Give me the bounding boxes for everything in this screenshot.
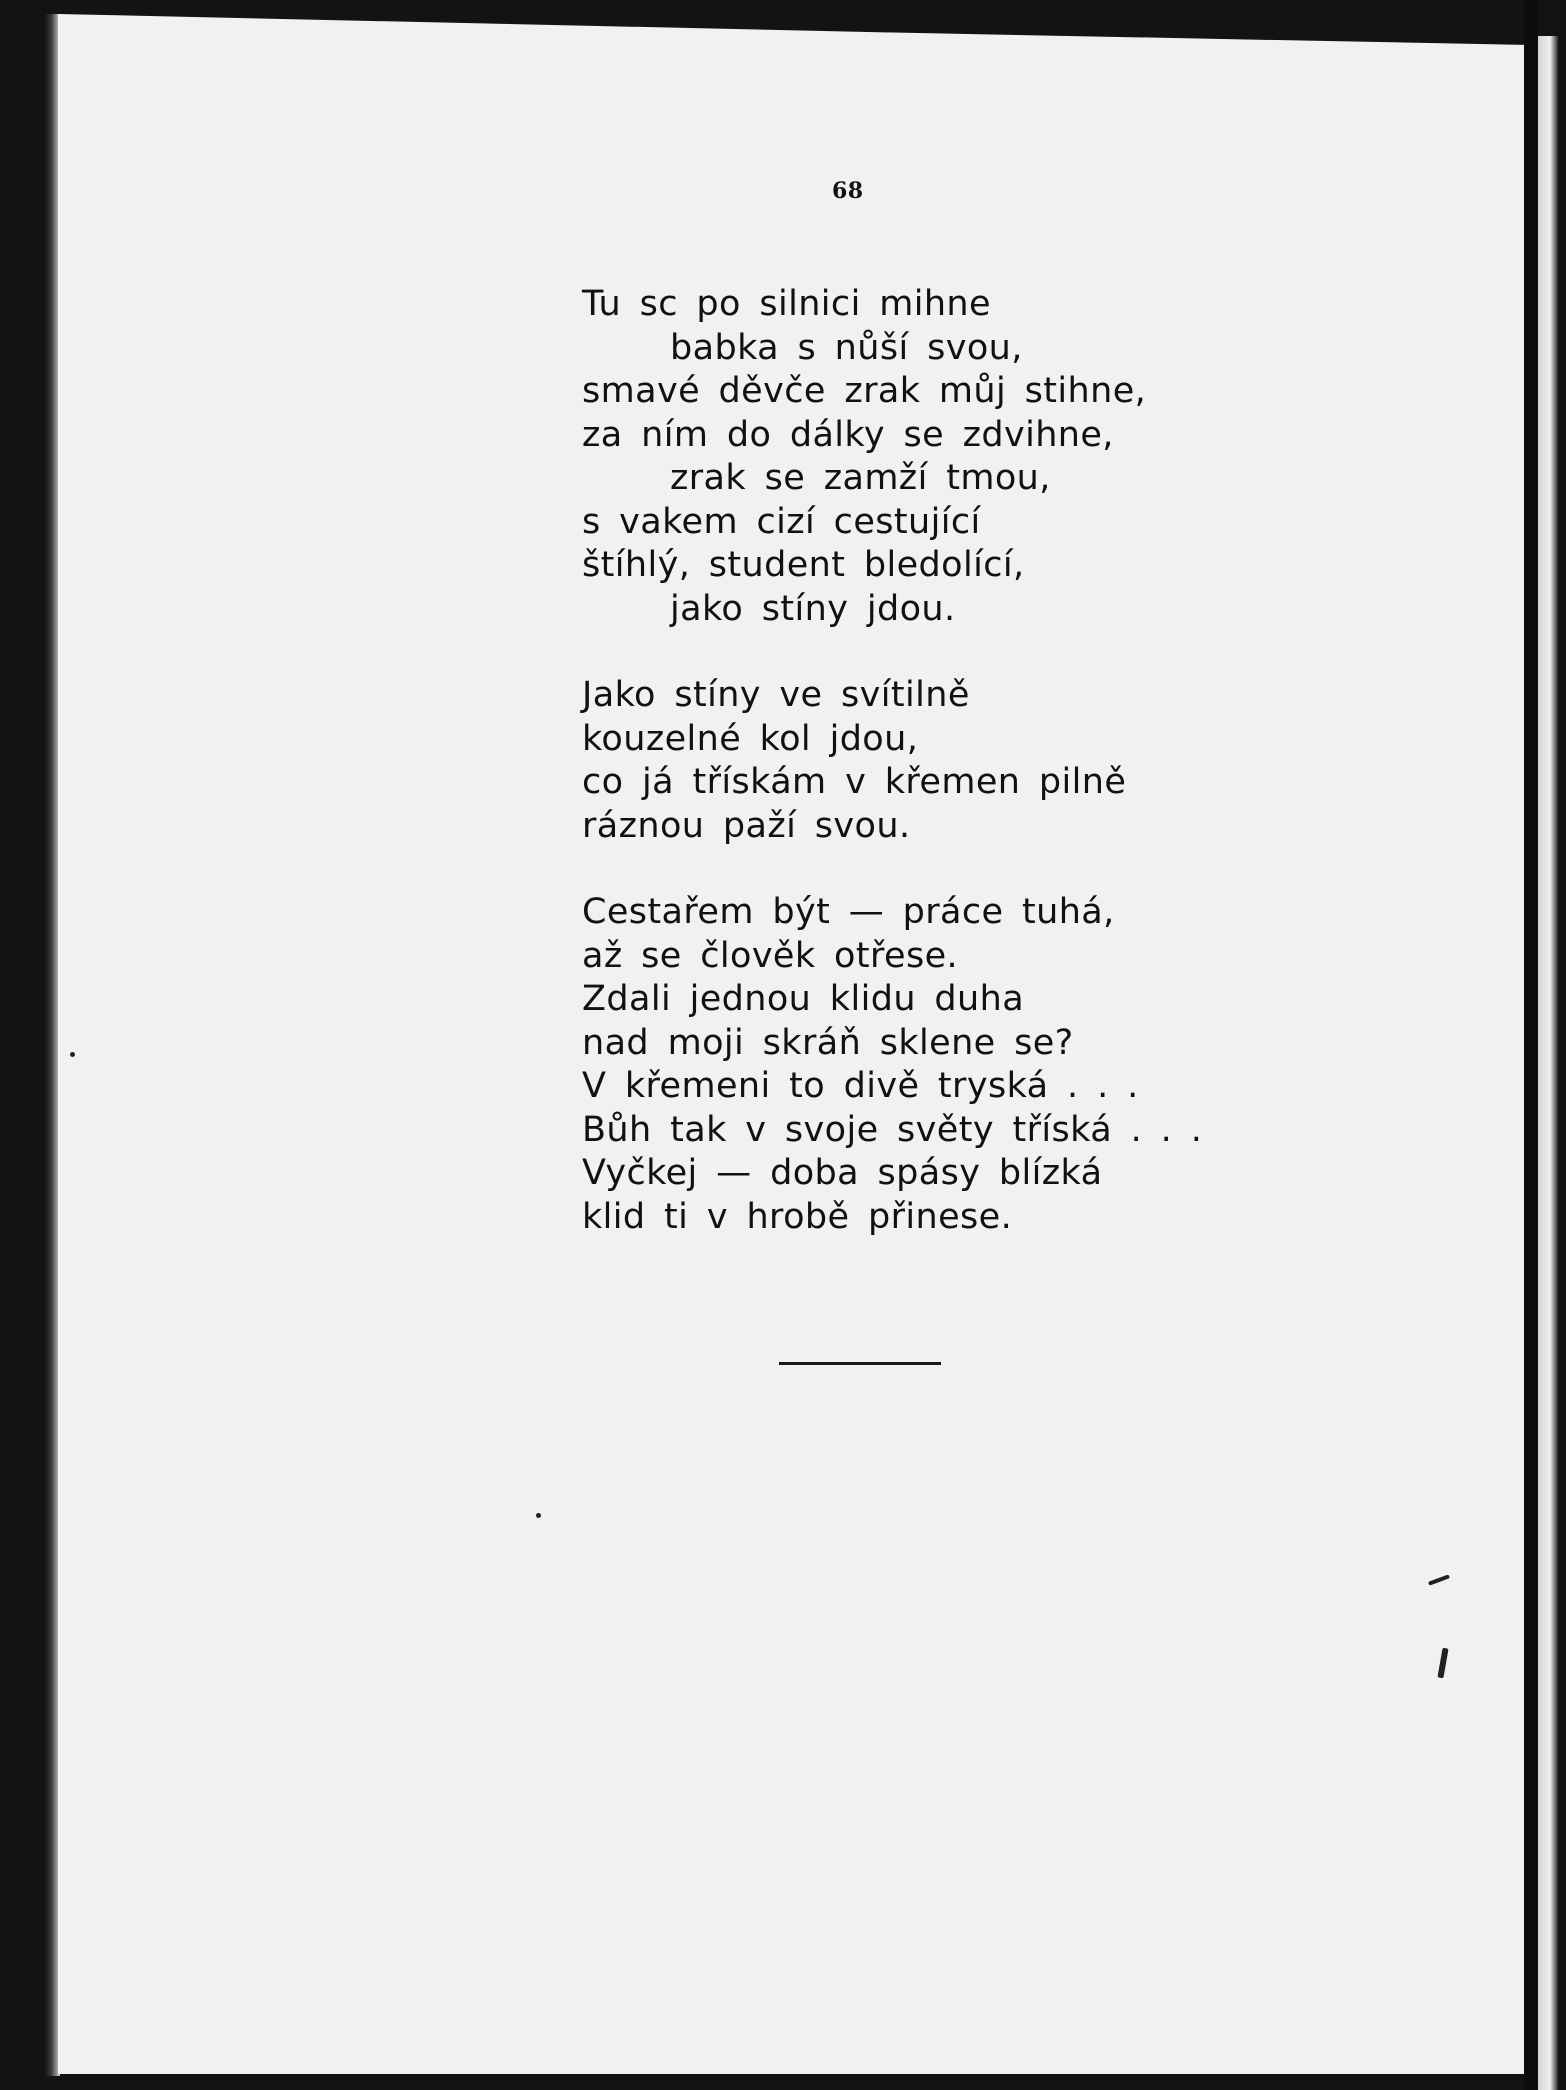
poem-line: Bůh tak v svoje světy tříská . . . xyxy=(582,1109,1203,1150)
poem-line: ráznou paží svou. xyxy=(582,805,911,846)
poem-line: zrak se zamží tmou, xyxy=(670,458,1051,498)
poem-line: jako stíny jdou. xyxy=(670,588,956,629)
poem-line: co já třískám v křemen pilně xyxy=(582,762,1127,802)
poem-line: kouzelné kol jdou, xyxy=(582,718,919,759)
poem-line: štíhlý, student bledolící, xyxy=(582,545,1025,585)
binding-shadow xyxy=(44,14,60,2076)
next-page-edge xyxy=(1538,36,1558,2090)
scan-border xyxy=(1524,0,1538,2090)
page-number: 68 xyxy=(832,178,864,204)
poem-line: s vakem cizí cestující xyxy=(582,501,981,542)
poem-line: Zdali jednou klidu duha xyxy=(582,979,1025,1019)
print-speck xyxy=(70,1052,75,1057)
poem-body xyxy=(582,283,1342,1282)
poem-line: smavé děvče zrak můj stihne, xyxy=(582,371,1147,411)
poem-line: Jako stíny ve svítilně xyxy=(582,675,970,715)
poem-line: Cestařem být — práce tuhá, xyxy=(582,892,1115,932)
end-rule xyxy=(779,1362,941,1365)
print-speck xyxy=(536,1513,541,1518)
poem-line: Vyčkej — doba spásy blízká xyxy=(582,1153,1103,1193)
stanza xyxy=(582,891,1342,1239)
poem-line: V křemeni to divě tryská . . . xyxy=(582,1066,1139,1106)
poem-line: Tu sc po silnici mihne xyxy=(582,284,991,324)
poem-line: nad moji skráň sklene se? xyxy=(582,1022,1074,1063)
poem-line: klid ti v hrobě přinese. xyxy=(582,1196,1013,1237)
poem-line: babka s nůší svou, xyxy=(670,327,1023,368)
poem-line: až se člověk otřese. xyxy=(582,935,959,976)
stanza xyxy=(582,674,1342,848)
poem-line: za ním do dálky se zdvihne, xyxy=(582,414,1114,455)
stanza xyxy=(582,283,1342,631)
